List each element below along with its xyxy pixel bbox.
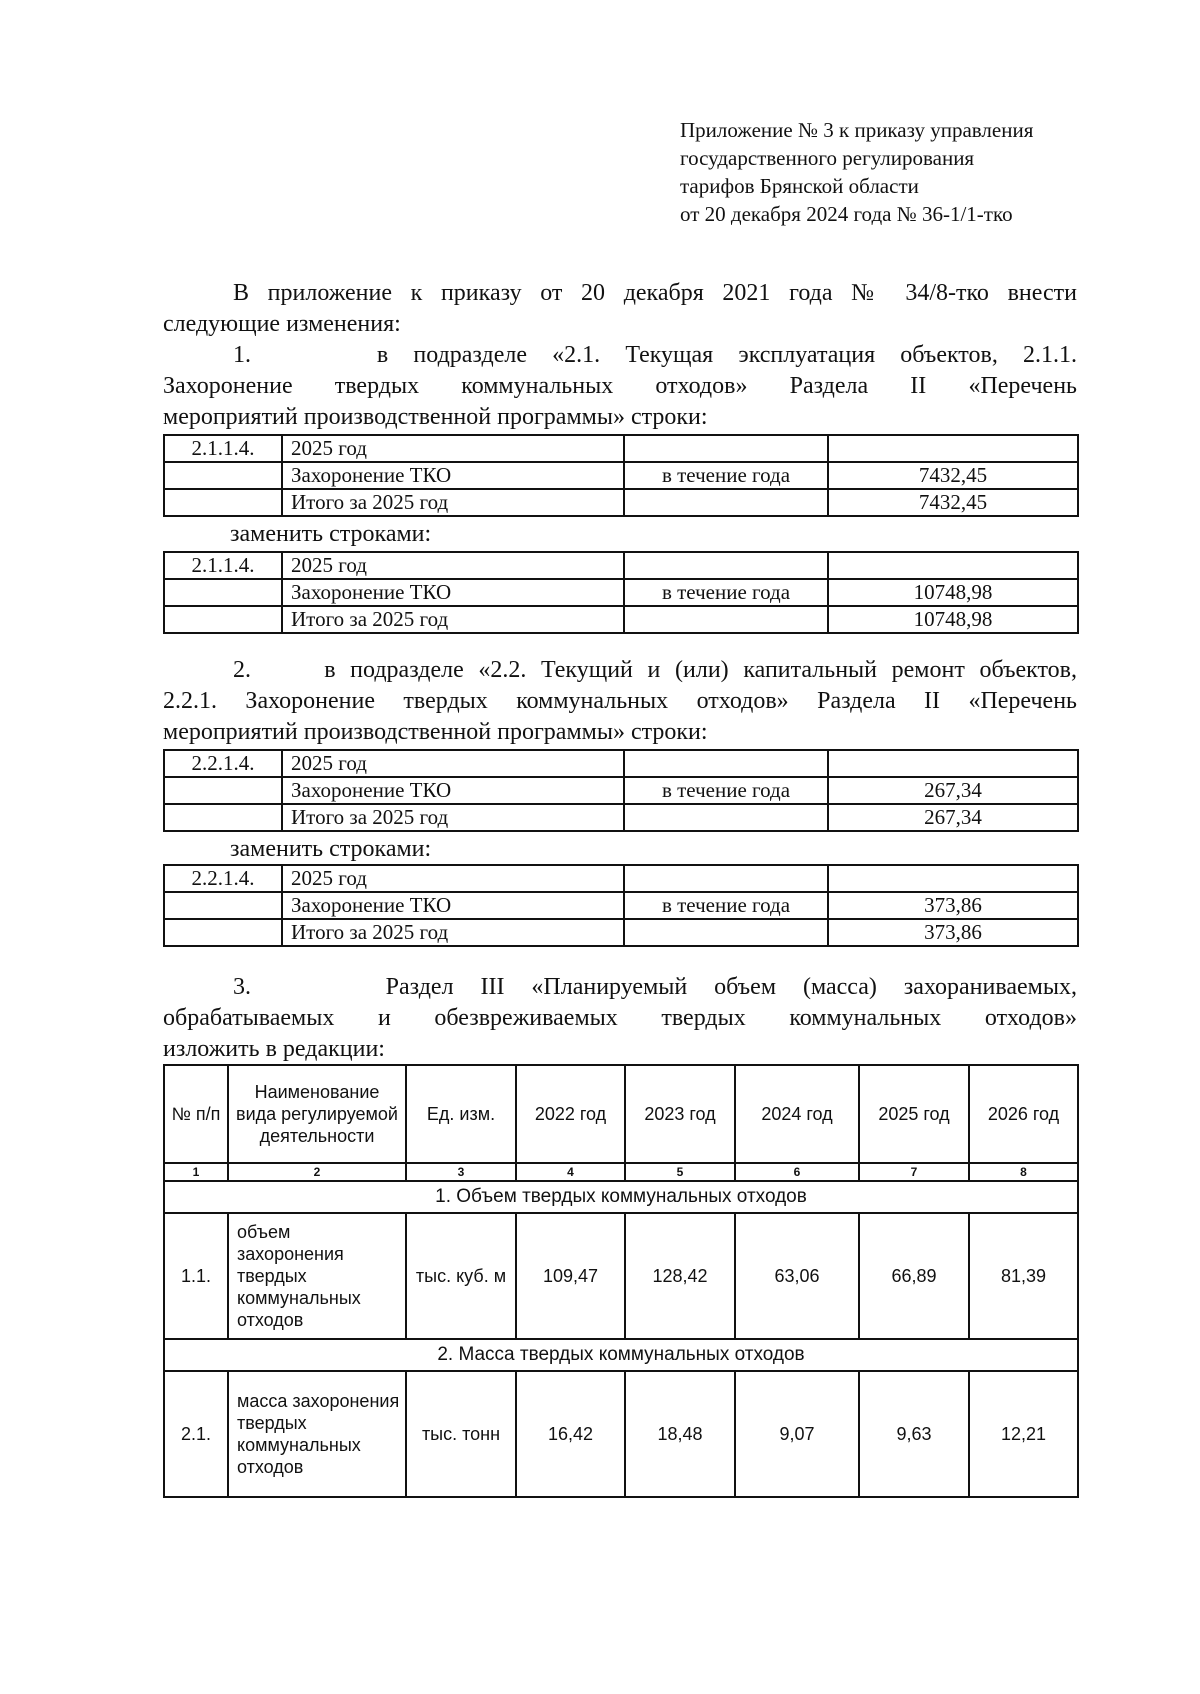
row-value: 267,34 (828, 777, 1078, 804)
row-year: 2025 год (282, 435, 624, 462)
col-header: Наименование вида регулируемой деятельности (228, 1065, 406, 1163)
amend-table-2-2-old (163, 749, 1079, 832)
total-value: 7432,45 (828, 489, 1078, 516)
row-period: в течение года (624, 892, 828, 919)
row-value: 7432,45 (828, 462, 1078, 489)
row-name: масса захоронения твердых коммунальных отходов (228, 1371, 406, 1497)
col-header: 2023 год (625, 1065, 735, 1163)
col-header: 2026 год (969, 1065, 1078, 1163)
row-name: Захоронение ТКО (282, 777, 624, 804)
row-name: Захоронение ТКО (282, 579, 624, 606)
item-line: Захоронение твердых коммунальных отходов» Раздела II «Перечень (163, 373, 1077, 399)
col-header: 2022 год (516, 1065, 625, 1163)
row-unit: тыс. тонн (406, 1371, 516, 1497)
replace-label: заменить строками: (230, 836, 432, 862)
amend-table-2-2-new (163, 864, 1079, 947)
col-header: 2025 год (859, 1065, 969, 1163)
row-value: 66,89 (859, 1213, 969, 1339)
item-line: мероприятий производственной программы» строки: (163, 719, 708, 745)
document-header (680, 116, 1100, 228)
col-number: 2 (228, 1163, 406, 1181)
row-unit: тыс. куб. м (406, 1213, 516, 1339)
row-number: 1.1. (164, 1213, 228, 1339)
item-line: мероприятий производственной программы» строки: (163, 404, 708, 430)
col-number: 8 (969, 1163, 1078, 1181)
total-value: 10748,98 (828, 606, 1078, 633)
row-period: в течение года (624, 579, 828, 606)
item-line: 1. в подразделе «2.1. Текущая эксплуатация объектов, 2.1.1. (233, 342, 1077, 368)
total-label: Итого за 2025 год (282, 606, 624, 633)
row-value: 18,48 (625, 1371, 735, 1497)
row-year: 2025 год (282, 552, 624, 579)
row-code: 2.2.1.4. (164, 750, 282, 777)
col-number: 7 (859, 1163, 969, 1181)
row-number: 2.1. (164, 1371, 228, 1497)
amend-table-2-1-old (163, 434, 1079, 517)
row-period: в течение года (624, 777, 828, 804)
item-line: 2.2.1. Захоронение твердых коммунальных отходов» Раздела II «Перечень (163, 688, 1077, 714)
header-line: государственного регулирования (680, 146, 975, 170)
intro-line: В приложение к приказу от 20 декабря 2021 года № 34/8-тко внести (233, 280, 1077, 306)
item-line: изложить в редакции: (163, 1036, 385, 1062)
row-value: 109,47 (516, 1213, 625, 1339)
row-year: 2025 год (282, 865, 624, 892)
row-year: 2025 год (282, 750, 624, 777)
total-label: Итого за 2025 год (282, 489, 624, 516)
item-2-paragraph (163, 655, 1077, 748)
row-name: Захоронение ТКО (282, 892, 624, 919)
header-line: от 20 декабря 2024 года № 36-1/1-тко (680, 202, 1013, 226)
col-header: № п/п (164, 1065, 228, 1163)
item-line: 3. Раздел III «Планируемый объем (масса) захораниваемых, (233, 974, 1077, 1000)
section-heading: 1. Объем твердых коммунальных отходов (164, 1181, 1078, 1213)
intro-line: следующие изменения: (163, 311, 401, 337)
total-value: 267,34 (828, 804, 1078, 831)
total-label: Итого за 2025 год (282, 804, 624, 831)
header-line: тарифов Брянской области (680, 174, 919, 198)
section-heading: 2. Масса твердых коммунальных отходов (164, 1339, 1078, 1371)
intro-paragraph (163, 278, 1077, 340)
row-code: 2.1.1.4. (164, 552, 282, 579)
col-number: 5 (625, 1163, 735, 1181)
replace-label: заменить строками: (230, 521, 432, 547)
header-line: Приложение № 3 к приказу управления (680, 118, 1034, 142)
item-line: 2. в подразделе «2.2. Текущий и (или) капитальный ремонт объектов, (233, 657, 1077, 683)
item-1-paragraph (163, 340, 1077, 433)
item-3-paragraph (163, 972, 1077, 1065)
row-name: Захоронение ТКО (282, 462, 624, 489)
row-value: 9,07 (735, 1371, 859, 1497)
row-code: 2.2.1.4. (164, 865, 282, 892)
row-value: 12,21 (969, 1371, 1078, 1497)
col-header: 2024 год (735, 1065, 859, 1163)
col-number: 6 (735, 1163, 859, 1181)
col-number: 3 (406, 1163, 516, 1181)
total-value: 373,86 (828, 919, 1078, 946)
row-value: 9,63 (859, 1371, 969, 1497)
amend-table-2-1-new (163, 551, 1079, 634)
row-value: 373,86 (828, 892, 1078, 919)
col-number: 1 (164, 1163, 228, 1181)
row-value: 128,42 (625, 1213, 735, 1339)
row-code: 2.1.1.4. (164, 435, 282, 462)
total-label: Итого за 2025 год (282, 919, 624, 946)
col-number: 4 (516, 1163, 625, 1181)
item-line: обрабатываемых и обезвреживаемых твердых коммунальных отходов» (163, 1005, 1077, 1031)
row-name: объем захоронения твердых коммунальных отходов (228, 1213, 406, 1339)
row-value: 10748,98 (828, 579, 1078, 606)
row-value: 81,39 (969, 1213, 1078, 1339)
waste-volume-table (163, 1064, 1079, 1498)
row-period: в течение года (624, 462, 828, 489)
row-value: 63,06 (735, 1213, 859, 1339)
row-value: 16,42 (516, 1371, 625, 1497)
col-header: Ед. изм. (406, 1065, 516, 1163)
